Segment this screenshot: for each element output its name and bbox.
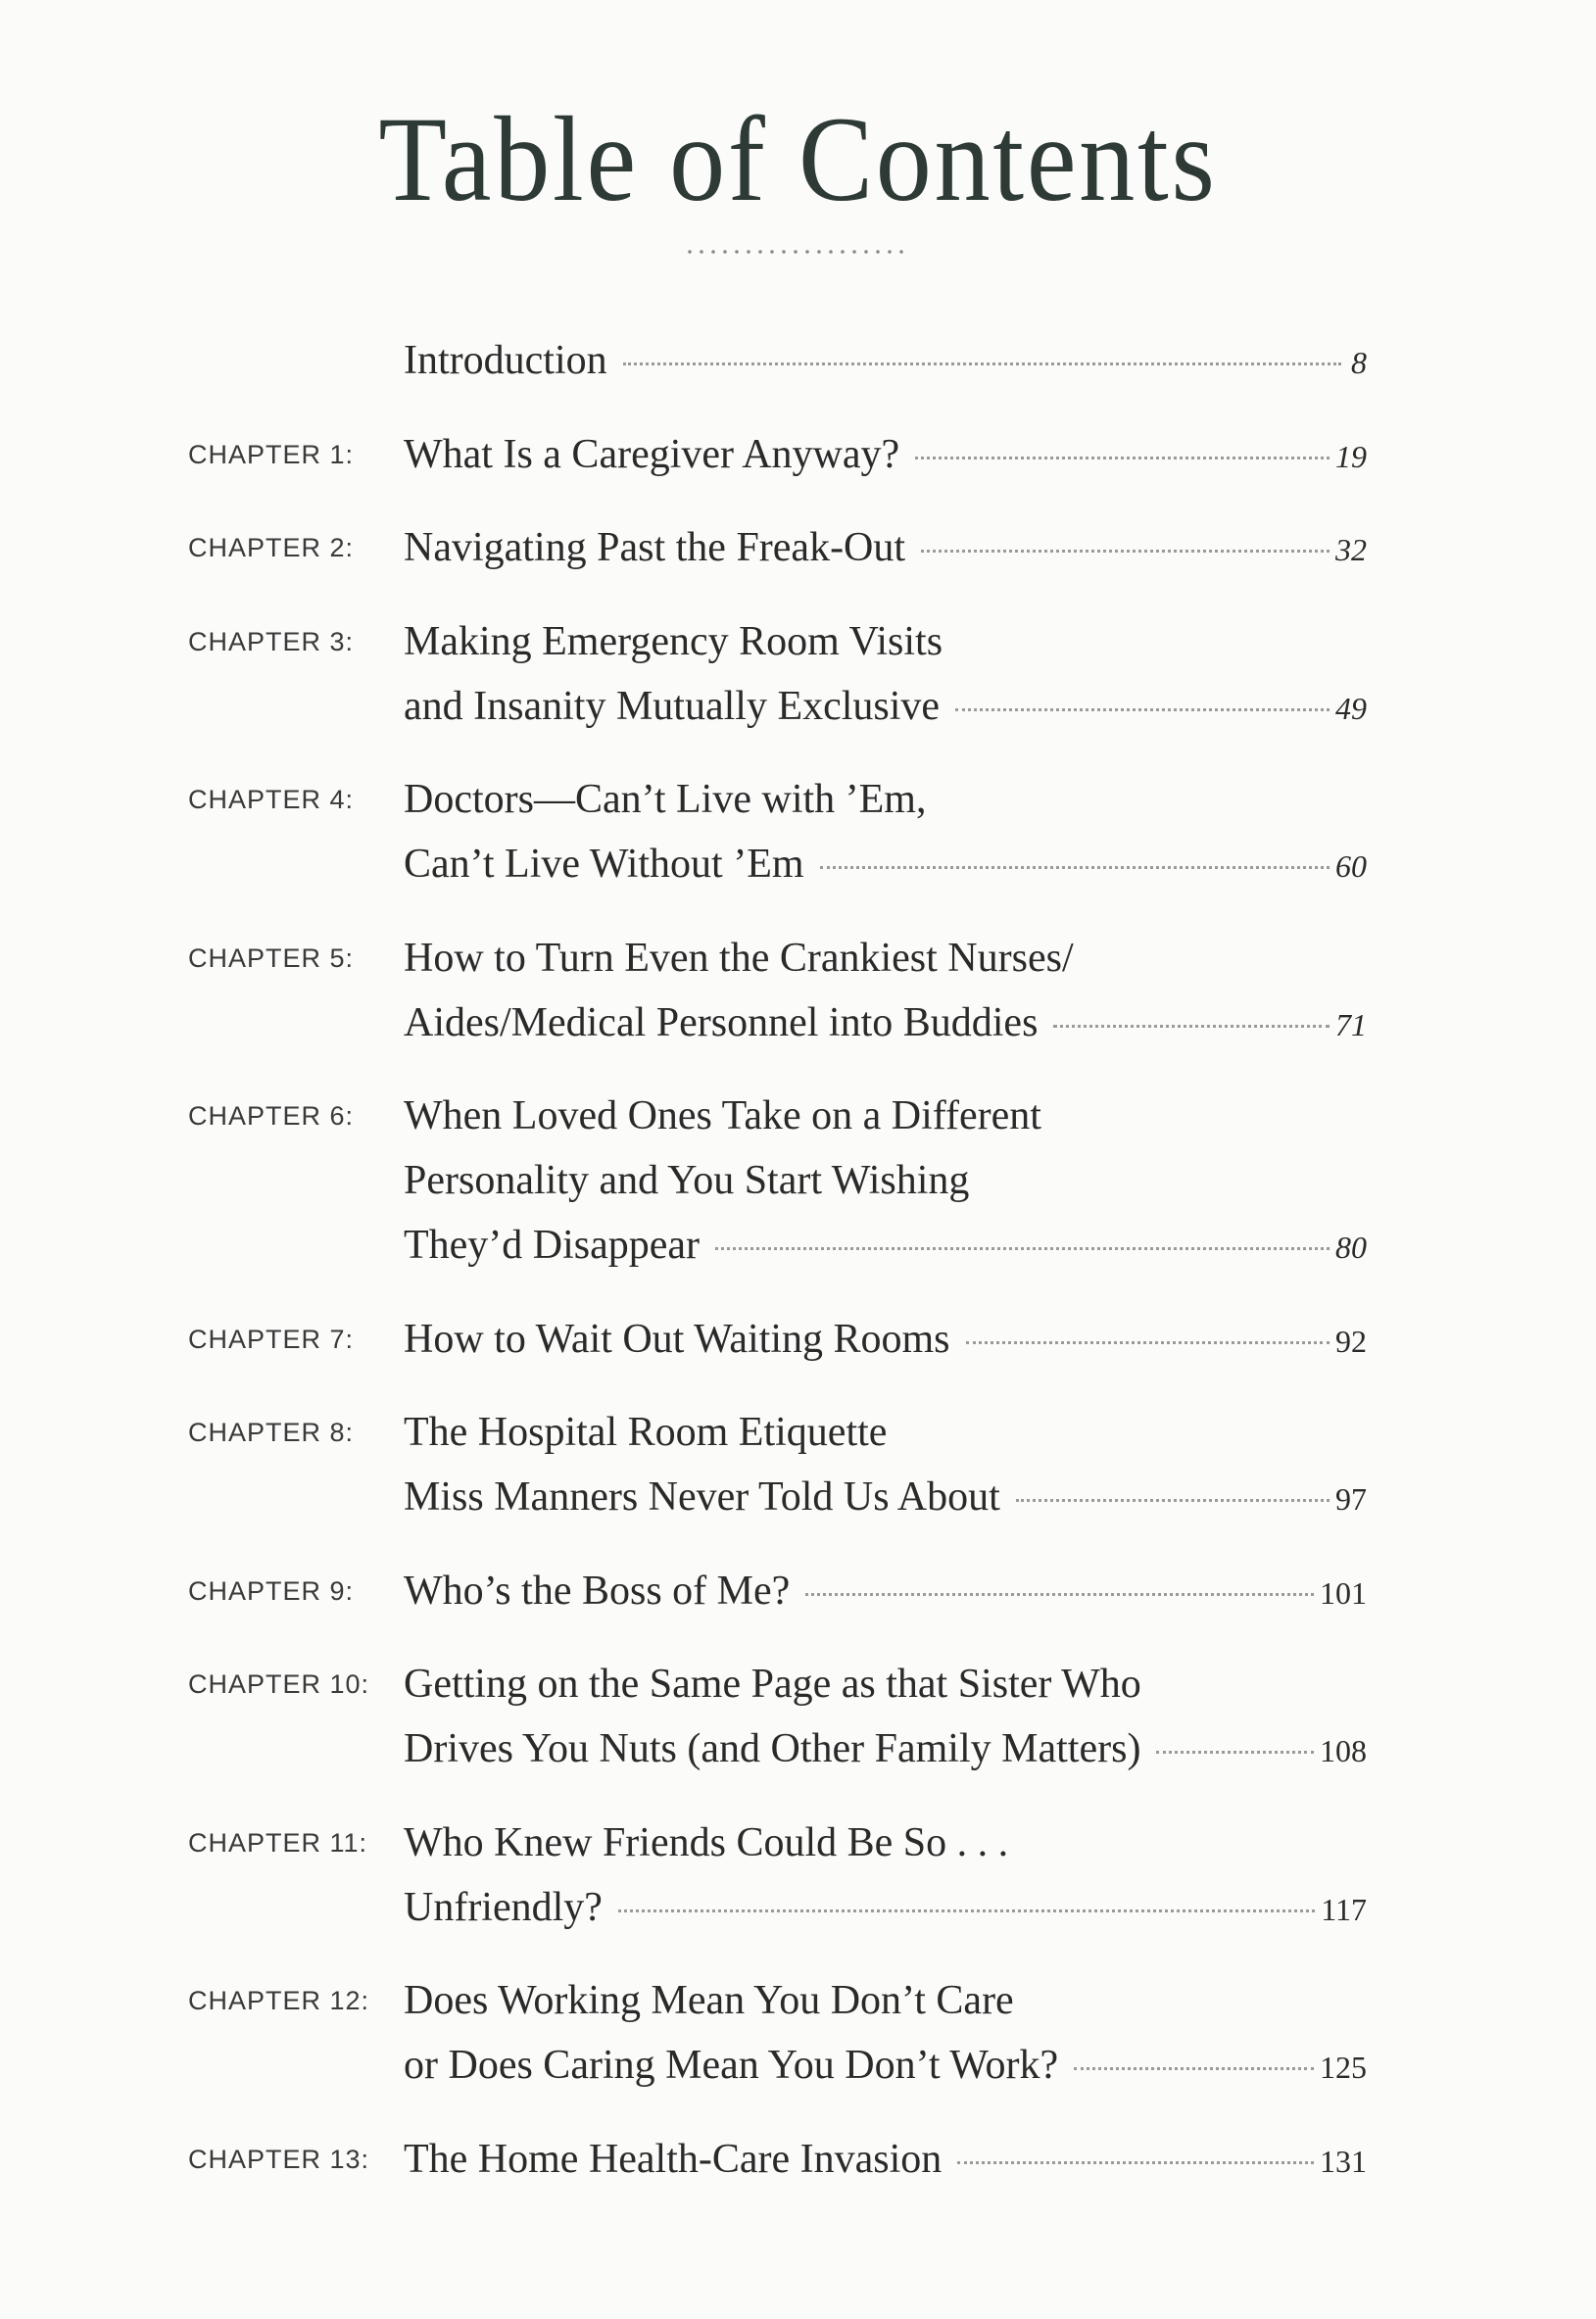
page-title: Table of Contents (378, 92, 1218, 226)
chapter-title-line: and Insanity Mutually Exclusive (404, 683, 941, 729)
dot-leader (957, 2161, 1314, 2164)
chapter-label: CHAPTER 8: (188, 1418, 355, 1447)
chapter-title-line: Miss Manners Never Told Us About (404, 1474, 1000, 1520)
chapter-title-line: They’d Disappear (404, 1223, 701, 1268)
page-number: 19 (1335, 438, 1367, 474)
dot-leader (618, 1909, 1315, 1912)
toc-entry[interactable] (176, 926, 1367, 1057)
chapter-label: CHAPTER 12: (188, 1986, 370, 2015)
page-number: 97 (1335, 1481, 1367, 1517)
dot-leader (1016, 1499, 1330, 1502)
dot-leader (1156, 1751, 1314, 1754)
chapter-title-line: Making Emergency Room Visits (404, 618, 943, 664)
chapter-title-line: or Does Caring Mean You Don’t Work? (404, 2043, 1059, 2088)
chapter-label (176, 328, 404, 395)
page-number: 71 (1335, 1006, 1367, 1042)
page-number: 92 (1335, 1323, 1367, 1359)
page-number: 108 (1320, 1733, 1367, 1768)
chapter-title-line: The Hospital Room Etiquette (404, 1410, 888, 1455)
toc-entry[interactable] (176, 609, 1367, 741)
dot-leader (915, 457, 1330, 459)
chapter-label: CHAPTER 2: (188, 533, 355, 562)
chapter-title-line: Can’t Live Without ’Em (404, 842, 804, 887)
page-number: 8 (1351, 345, 1367, 380)
chapter-label: CHAPTER 4: (188, 785, 355, 814)
chapter-label: CHAPTER 11: (188, 1827, 368, 1858)
page-number: 101 (1320, 1574, 1367, 1611)
chapter-label: CHAPTER 10: (188, 1669, 370, 1699)
chapter-title-line: Aides/Medical Personnel into Buddies (404, 999, 1039, 1045)
chapter-title-line: Personality and You Start Wishing (404, 1158, 970, 1203)
toc-entry[interactable] (176, 1559, 1367, 1625)
chapter-title-line: Navigating Past the Freak-Out (404, 525, 906, 570)
page-number: 49 (1335, 690, 1367, 726)
toc-entry[interactable] (176, 515, 1367, 582)
chapter-label: CHAPTER 7: (188, 1324, 355, 1354)
title-divider (684, 249, 907, 255)
toc-entry[interactable] (176, 2127, 1367, 2194)
chapter-title-line: Does Working Mean You Don’t Care (404, 1978, 1014, 2023)
dot-leader (1053, 1025, 1330, 1028)
chapter-title-line: Drives You Nuts (and Other Family Matters) (404, 1726, 1141, 1771)
page-number: 131 (1320, 2143, 1367, 2179)
chapter-title-line: How to Turn Even the Crankiest Nurses/ (404, 935, 1074, 981)
toc-entry[interactable] (176, 328, 1367, 395)
page-number: 125 (1320, 2050, 1367, 2085)
chapter-title-line: Who’s the Boss of Me? (404, 1568, 791, 1614)
chapter-label: CHAPTER 9: (188, 1575, 355, 1606)
toc-entry[interactable] (176, 422, 1367, 489)
dot-leader (921, 550, 1330, 553)
dot-leader (820, 866, 1330, 869)
page-number: 32 (1335, 532, 1367, 567)
chapter-title-line: Introduction (404, 338, 607, 383)
dot-leader (955, 708, 1330, 711)
chapter-title-line: Who Knew Friends Could Be So . . . (404, 1819, 1009, 1865)
dot-leader (805, 1593, 1314, 1596)
page-number: 80 (1335, 1230, 1367, 1265)
chapter-title-line: When Loved Ones Take on a Different (404, 1093, 1041, 1138)
dot-leader (623, 362, 1341, 365)
toc-entry[interactable] (176, 1652, 1367, 1783)
toc-entry[interactable] (176, 1968, 1367, 2100)
dot-leader (715, 1247, 1330, 1250)
toc-entry[interactable] (176, 1084, 1367, 1280)
chapter-title-line: Unfriendly? (404, 1884, 603, 1930)
chapter-label: CHAPTER 1: (188, 439, 355, 469)
toc-entry[interactable] (176, 1400, 1367, 1531)
toc-entry[interactable] (176, 1811, 1367, 1942)
chapter-label: CHAPTER 6: (188, 1101, 355, 1131)
page-number: 60 (1335, 848, 1367, 884)
dot-leader (1074, 2067, 1314, 2070)
chapter-title-line: Getting on the Same Page as that Sister Who (404, 1662, 1141, 1707)
dot-leader (966, 1341, 1330, 1344)
chapter-label: CHAPTER 13: (188, 2144, 370, 2174)
toc-entry[interactable] (176, 1307, 1367, 1374)
chapter-label: CHAPTER 3: (188, 626, 355, 656)
toc-list (176, 328, 1367, 2220)
page-number: 117 (1321, 1891, 1367, 1927)
chapter-title-line: What Is a Caregiver Anyway? (404, 431, 900, 477)
toc-entry[interactable] (176, 767, 1367, 898)
chapter-title-line: The Home Health-Care Invasion (404, 2136, 943, 2182)
chapter-label: CHAPTER 5: (188, 942, 355, 973)
chapter-title-line: How to Wait Out Waiting Rooms (404, 1316, 950, 1362)
chapter-title-line: Doctors—Can’t Live with ’Em, (404, 777, 927, 822)
